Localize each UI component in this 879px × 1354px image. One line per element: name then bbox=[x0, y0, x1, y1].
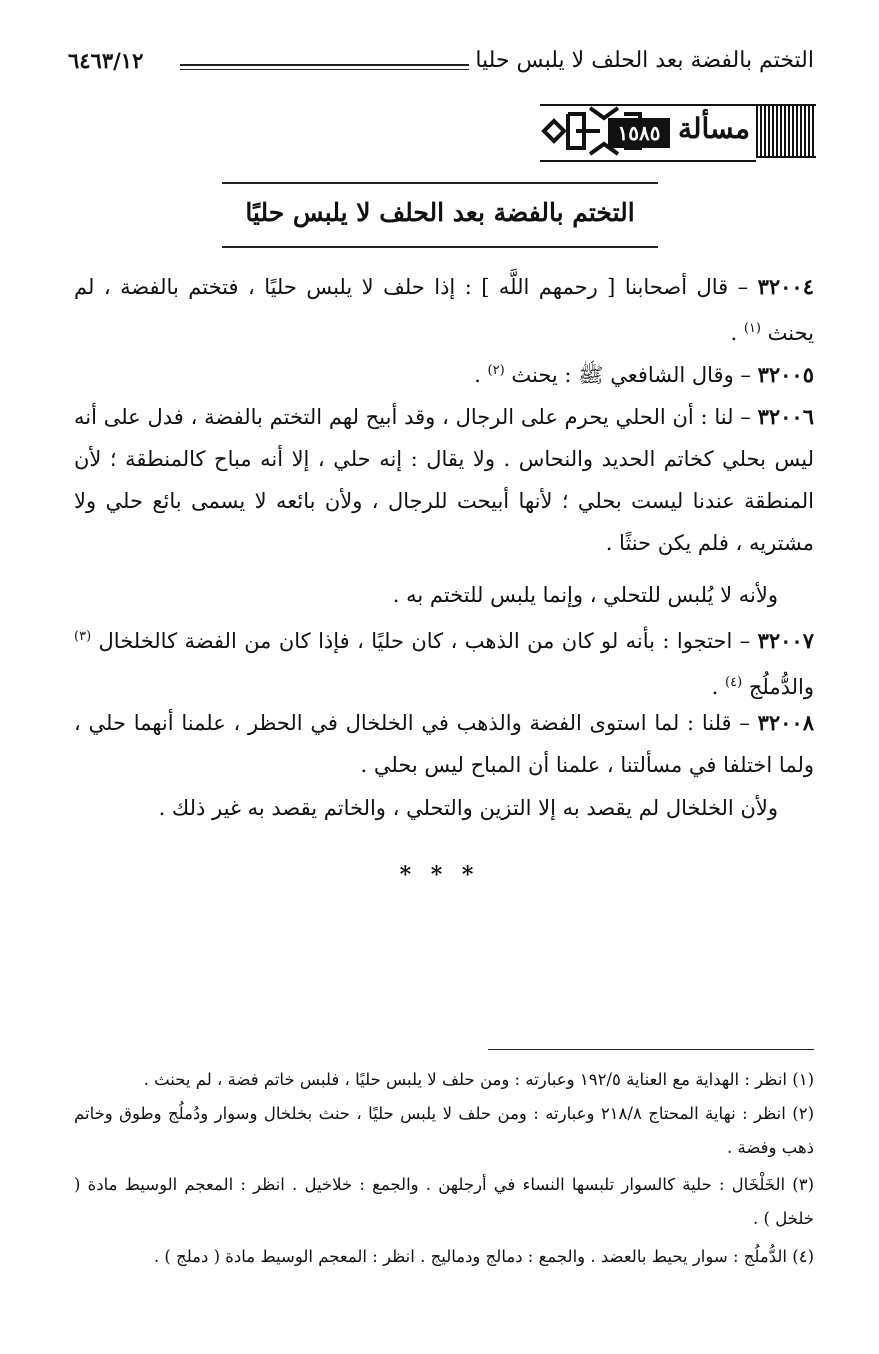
section-separator: * * * bbox=[399, 862, 480, 888]
paragraph-text: ولأن الخلخال لم يقصد به إلا التزين والتحلي ، والخاتم يقصد به غير ذلك . bbox=[158, 796, 778, 820]
footnote-ref[interactable]: (٤) bbox=[725, 675, 743, 690]
footnote-rule bbox=[488, 1049, 814, 1050]
masala-number: ١٥٨٥ bbox=[608, 118, 670, 148]
chapter-title: التختم بالفضة بعد الحلف لا يلبس حليًا bbox=[245, 198, 635, 227]
paragraph-number: ٣٢٠٠٨ bbox=[757, 710, 814, 735]
running-title: التختم بالفضة بعد الحلف لا يلبس حليا bbox=[475, 48, 814, 73]
paragraph-32005 bbox=[74, 350, 814, 396]
paragraph-text-mid: والدُّملُج bbox=[742, 675, 814, 699]
paragraph-tail: . bbox=[474, 363, 488, 387]
paragraph-text: – وقال الشافعي ﷺ : يحنث bbox=[504, 363, 758, 387]
paragraph-number: ٣٢٠٠٥ bbox=[757, 362, 814, 387]
page-reference: ٦٤٦٣/١٢ bbox=[68, 48, 144, 73]
masala-label: مسألة bbox=[677, 112, 750, 145]
footnote-ref[interactable]: (١) bbox=[743, 321, 761, 336]
paragraph-tail: . bbox=[711, 675, 726, 699]
masala-banner bbox=[540, 104, 816, 158]
paragraph-32006 bbox=[74, 396, 814, 564]
footnote-4: (٤) الدُّملُج : سوار يحيط بالعضد . والجمع : دمالج ودماليج . انظر : المعجم الوسيط مادة ( دملج ) . bbox=[153, 1247, 814, 1266]
paragraph-text: – قال أصحابنا [ رحمهم اللَّه ] : إذا حلف لا يلبس حليًا ، فتختم بالفضة ، لم يحنث bbox=[74, 275, 814, 345]
footnote-2: (٢) انظر : نهاية المحتاج ٢١٨/٨ وعبارته : ومن حلف لا يلبس حليًا ، حنث بخلخال وسوار ودُملُج وطوق وخاتم ذهب وفضة . bbox=[74, 1104, 814, 1157]
paragraph-32007 bbox=[74, 616, 814, 708]
paragraph-tail: . bbox=[730, 321, 744, 345]
paragraph-number: ٣٢٠٠٤ bbox=[757, 274, 814, 299]
paragraph-text: – قلنا : لما استوى الفضة والذهب في الخلخال في الحظر ، علمنا أنهما حلي ، ولما اختلفا في مسألتنا ، علمنا أن المباح ليس بحلي . bbox=[74, 711, 814, 777]
chapter-title-box bbox=[222, 182, 658, 248]
footnote-1: (١) انظر : الهداية مع العناية ١٩٢/٥ وعبارته : ومن حلف لا يلبس حليًا ، فلبس خاتم فضة ، لم يحنث . bbox=[143, 1070, 814, 1089]
barcode-ornament bbox=[756, 104, 816, 158]
paragraph-text: – لنا : أن الحلي يحرم على الرجال ، وقد أبيح لهم التختم بالفضة ، فدل على أنه ليس بحلي كخاتم الحديد والنحاس . ولا يقال : إنه حلي ، إلا أنه مباح كالمنطقة ؛ لأن المنطقة عندنا ليست بحلي ؛ لأنها أبيحت للرجال ، ولأن بائعه لا يسمى بائع حلي ولا مشتريه ، فلم يكن حنثًا . bbox=[74, 405, 814, 555]
header-double-rule bbox=[180, 64, 469, 70]
paragraph-text: – احتجوا : بأنه لو كان من الذهب ، كان حليًا ، فإذا كان من الفضة كالخلخال bbox=[91, 629, 758, 653]
paragraph-32008 bbox=[74, 702, 814, 786]
footnote-ref[interactable]: (٣) bbox=[74, 629, 92, 644]
footnote-3: (٣) الخَلْخَال : حلية كالسوار تلبسها النساء في أرجلهن . والجمع : خلاخيل . انظر : المعجم الوسيط مادة ( خلخل ) . bbox=[74, 1175, 814, 1228]
paragraph-number: ٣٢٠٠٧ bbox=[757, 628, 814, 653]
paragraph-32004 bbox=[74, 266, 814, 354]
paragraph-number: ٣٢٠٠٦ bbox=[757, 404, 814, 429]
paragraph-text: ولأنه لا يُلبس للتحلي ، وإنما يلبس للتختم به . bbox=[392, 583, 778, 607]
running-header bbox=[68, 48, 814, 88]
footnote-ref[interactable]: (٢) bbox=[487, 363, 505, 378]
paragraph-continuation bbox=[74, 574, 814, 616]
paragraph-continuation bbox=[74, 787, 814, 829]
